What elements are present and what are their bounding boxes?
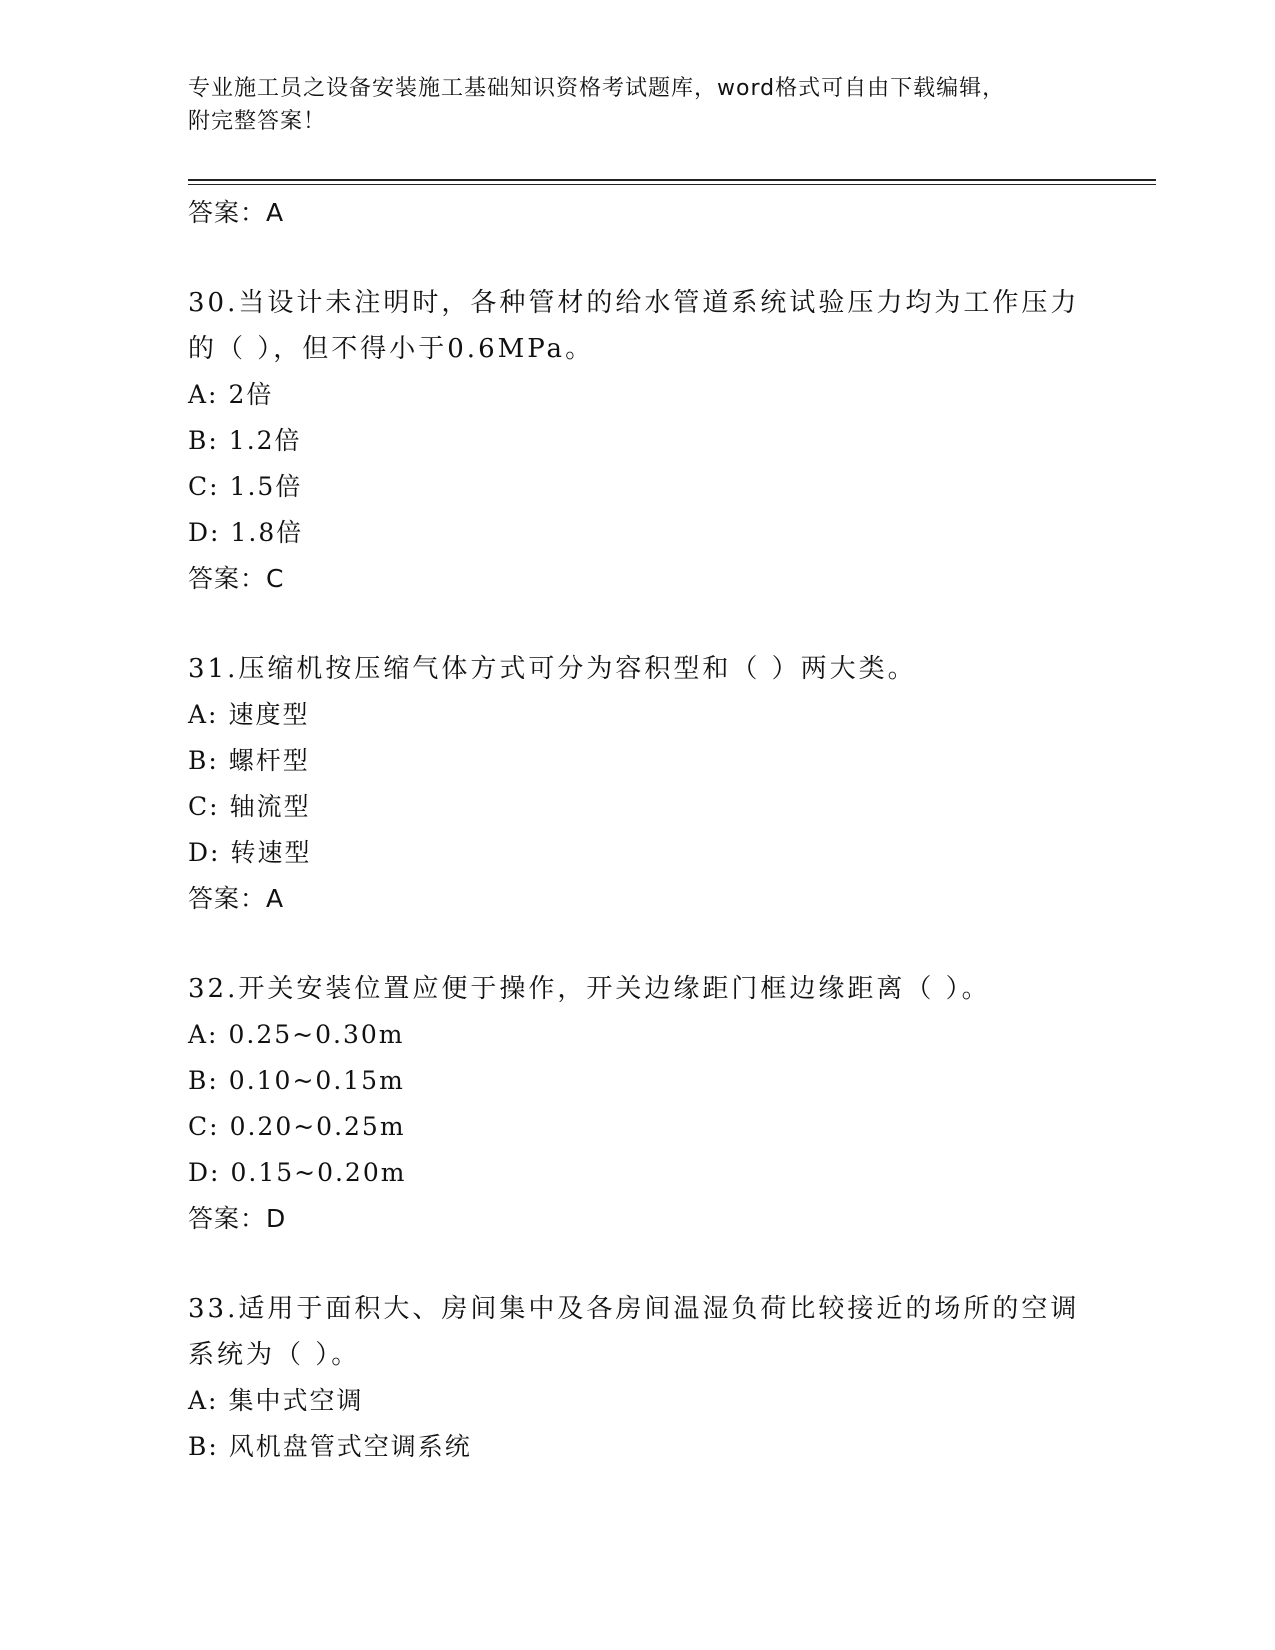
option-c: [188, 784, 1088, 830]
header-divider-thick: [188, 179, 1156, 181]
option-value: 转速型: [230, 838, 312, 867]
answer-line: 答案：D: [188, 1204, 287, 1233]
option-d: [188, 1150, 1088, 1196]
option-value: 1.5倍: [229, 472, 303, 501]
question-30: [188, 280, 1088, 602]
option-value: 0.20~0.25m: [229, 1112, 406, 1141]
answer-line: 答案：C: [188, 564, 285, 593]
option-key: B:: [188, 1432, 219, 1461]
option-key: A:: [188, 1020, 219, 1049]
option-key: A:: [188, 380, 219, 409]
document-header: [188, 72, 1088, 138]
question-33: [188, 1286, 1088, 1470]
question-text: 33.适用于面积大、房间集中及各房间温湿负荷比较接近的场所的空调系统为（ ）。: [188, 1294, 1080, 1370]
option-key: A:: [188, 1386, 219, 1415]
option-value: 轴流型: [229, 792, 311, 821]
option-value: 2倍: [228, 380, 274, 409]
option-key: D:: [188, 518, 221, 547]
header-divider-thin: [188, 184, 1156, 185]
previous-answer: 答案：A: [188, 198, 285, 227]
option-a: [188, 1012, 1088, 1058]
option-b: [188, 1058, 1088, 1104]
option-b: [188, 738, 1088, 784]
option-value: 0.10~0.15m: [228, 1066, 405, 1095]
option-value: 0.15~0.20m: [230, 1158, 407, 1187]
option-c: [188, 464, 1088, 510]
question-32: [188, 966, 1088, 1242]
option-a: [188, 372, 1088, 418]
option-c: [188, 1104, 1088, 1150]
option-value: 风机盘管式空调系统: [228, 1432, 472, 1461]
option-a: [188, 692, 1088, 738]
option-value: 集中式空调: [228, 1386, 364, 1415]
option-key: A:: [188, 700, 219, 729]
option-key: C:: [188, 792, 220, 821]
option-key: B:: [188, 426, 219, 455]
option-d: [188, 510, 1088, 556]
option-a: [188, 1378, 1088, 1424]
option-value: 1.2倍: [228, 426, 302, 455]
option-key: D:: [188, 838, 221, 867]
option-key: C:: [188, 1112, 220, 1141]
option-value: 0.25~0.30m: [228, 1020, 405, 1049]
option-value: 速度型: [228, 700, 310, 729]
answer-line: 答案：A: [188, 884, 285, 913]
question-text: 31.压缩机按压缩气体方式可分为容积型和（ ）两大类。: [188, 654, 917, 684]
option-b: [188, 1424, 1088, 1470]
question-31: [188, 646, 1088, 922]
question-text: 30.当设计未注明时，各种管材的给水管道系统试验压力均为工作压力的（ ），但不得小于0.6MPa。: [188, 288, 1080, 364]
option-value: 1.8倍: [230, 518, 304, 547]
header-line-1: 专业施工员之设备安装施工基础知识资格考试题库，word格式可自由下载编辑，: [188, 76, 1006, 101]
option-value: 螺杆型: [228, 746, 310, 775]
option-b: [188, 418, 1088, 464]
header-line-2: 附完整答案！: [188, 109, 327, 134]
question-list: [188, 190, 1088, 1470]
option-key: D:: [188, 1158, 221, 1187]
option-d: [188, 830, 1088, 876]
option-key: B:: [188, 746, 219, 775]
option-key: B:: [188, 1066, 219, 1095]
option-key: C:: [188, 472, 220, 501]
question-text: 32.开关安装位置应便于操作，开关边缘距门框边缘距离（ ）。: [188, 974, 991, 1004]
